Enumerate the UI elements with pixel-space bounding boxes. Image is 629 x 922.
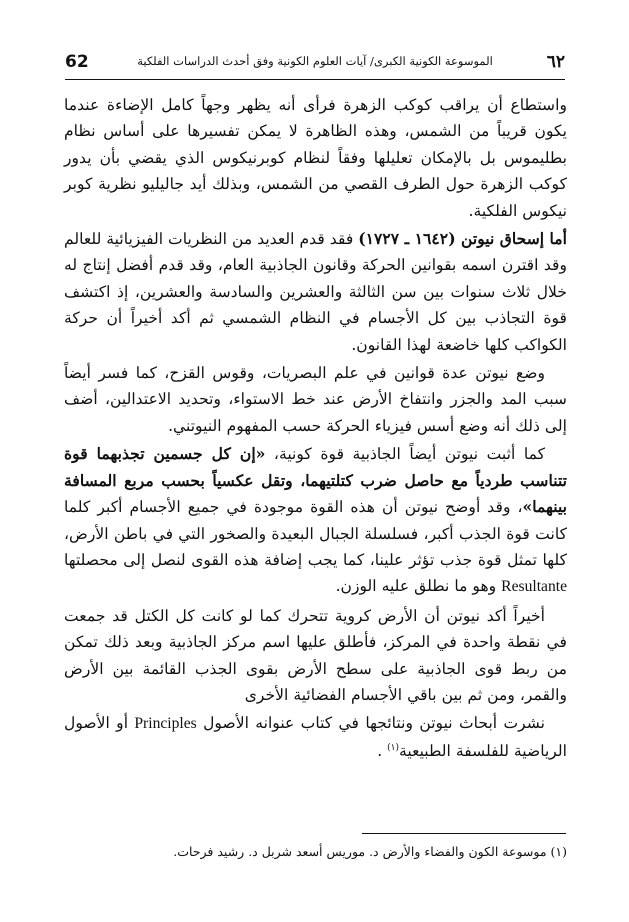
page-number-latin: 62 bbox=[65, 52, 89, 72]
paragraph-gravity-law bbox=[64, 441, 567, 600]
principles-term: Principles bbox=[134, 715, 197, 733]
footnote-reference: (١) bbox=[387, 742, 399, 753]
newton-lead-heading: أما إسحاق نيوتن (١٦٤٢ ـ ١٧٢٧) bbox=[358, 229, 567, 249]
footnote: (١) موسوعة الكون والفضاء والأرض د. موريس أسعد شربل د. رشيد فرحات. bbox=[173, 844, 567, 859]
footnote-rule bbox=[362, 833, 566, 834]
principles-end-text: . bbox=[377, 741, 388, 760]
page-header bbox=[65, 52, 565, 76]
paragraph-center-of-gravity: أخيراً أكد نيوتن أن الأرض كروية تتحرك كما لو كانت كل الكتل قد جمعت في نقطة واحدة في المركز، فأطلق عليها اسم مركز الجاذبية وبعد ذلك تمكن من ربط قوى الجاذبية على سطح الأرض بقوى الجذب القائمة بين الأرض والقمر، ومن ثم بين باقي الأجسام الفضائية الأخرى bbox=[64, 606, 567, 704]
gravity-weight-text: وهو ما نطلق عليه الوزن. bbox=[335, 577, 502, 596]
gravity-intro-text: كما أثبت نيوتن أيضاً الجاذبية قوة كونية، bbox=[265, 445, 546, 464]
paragraph-galileo-venus: واستطاع أن يراقب كوكب الزهرة فرأى أنه يظهر وجهاً كامل الإضاءة عندما يكون قريباً من الشمس، وهذه الظاهرة لا يمكن تفسيرها على أساس نظام بطليموس بل بالإمكان تعليلها وفقاً لنظام كوبرنيكوس الذي يقضي بأن يدور كوكب الزهرة حول الطرف القصي من الشمس، وبذلك أيد جاليليو نظرية كوبر نيكوس الفلكية. bbox=[64, 96, 567, 220]
newton-intro-text: فقد قدم العديد من النظريات الفيزيائية للعالم وقد اقترن اسمه بقوانين الحركة وقانون الجاذبية العام، وقد قدم أفضل إنتاج له خلال ثلاث سنوات بين سن الثالثة والعشرين والسادسة والعشرين، إذ اكتشف قوة التجاذب بين كل الأجسام في النظام الشمسي ثم أكد أخيراً أن حركة الكواكب كلها خاضعة لهذا القانون. bbox=[64, 230, 567, 354]
running-title: الموسوعة الكونية الكبرى/ آيات العلوم الكونية وفق أحدث الدراسات الفلكية bbox=[137, 54, 493, 68]
page-number-arabic: ٦٢ bbox=[546, 52, 565, 72]
resultante-term: Resultante bbox=[501, 578, 567, 596]
paragraph-newton-intro bbox=[64, 226, 567, 358]
principles-intro-text: نشرت أبحاث نيوتن ونتائجها في كتاب عنوانه الأصول bbox=[196, 714, 545, 733]
principles-title-text: أو الأصول الرياضية للفلسفة الطبيعية bbox=[64, 714, 567, 760]
body-text bbox=[64, 92, 567, 766]
header-rule bbox=[65, 79, 565, 80]
paragraph-newton-optics: وضع نيوتن عدة قوانين في علم البصريات، وقوس القزح، كما فسر أيضاً سبب المد والجزر وانتفاخ الأرض عند خط الاستواء، وتحديد الاعتدالين، أضف إلى ذلك أنه وضع أسس فيزياء الحركة حسب المفهوم النيوتني. bbox=[64, 364, 567, 435]
gravity-law-quote: «إن كل جسمين تجذبهما قوة تتناسب طردياً مع حاصل ضرب كتلتيهما، وتقل عكسياً بحسب مربع المسافة بينهما» bbox=[64, 444, 567, 517]
paragraph-principles bbox=[64, 710, 567, 764]
gravity-explanation-text: ، وقد أوضح نيوتن أن هذه القوة موجودة في جميع الأجسام أكبر كلما كانت قوة الجذب أكبر، فسلسلة الجبال البعيدة والصخور التي في باطن الأرض، كلها تمثل قوة جذب تؤثر علينا، كما يجب إضافة هذه القوى لنصل إلى محصلتها bbox=[64, 498, 567, 569]
